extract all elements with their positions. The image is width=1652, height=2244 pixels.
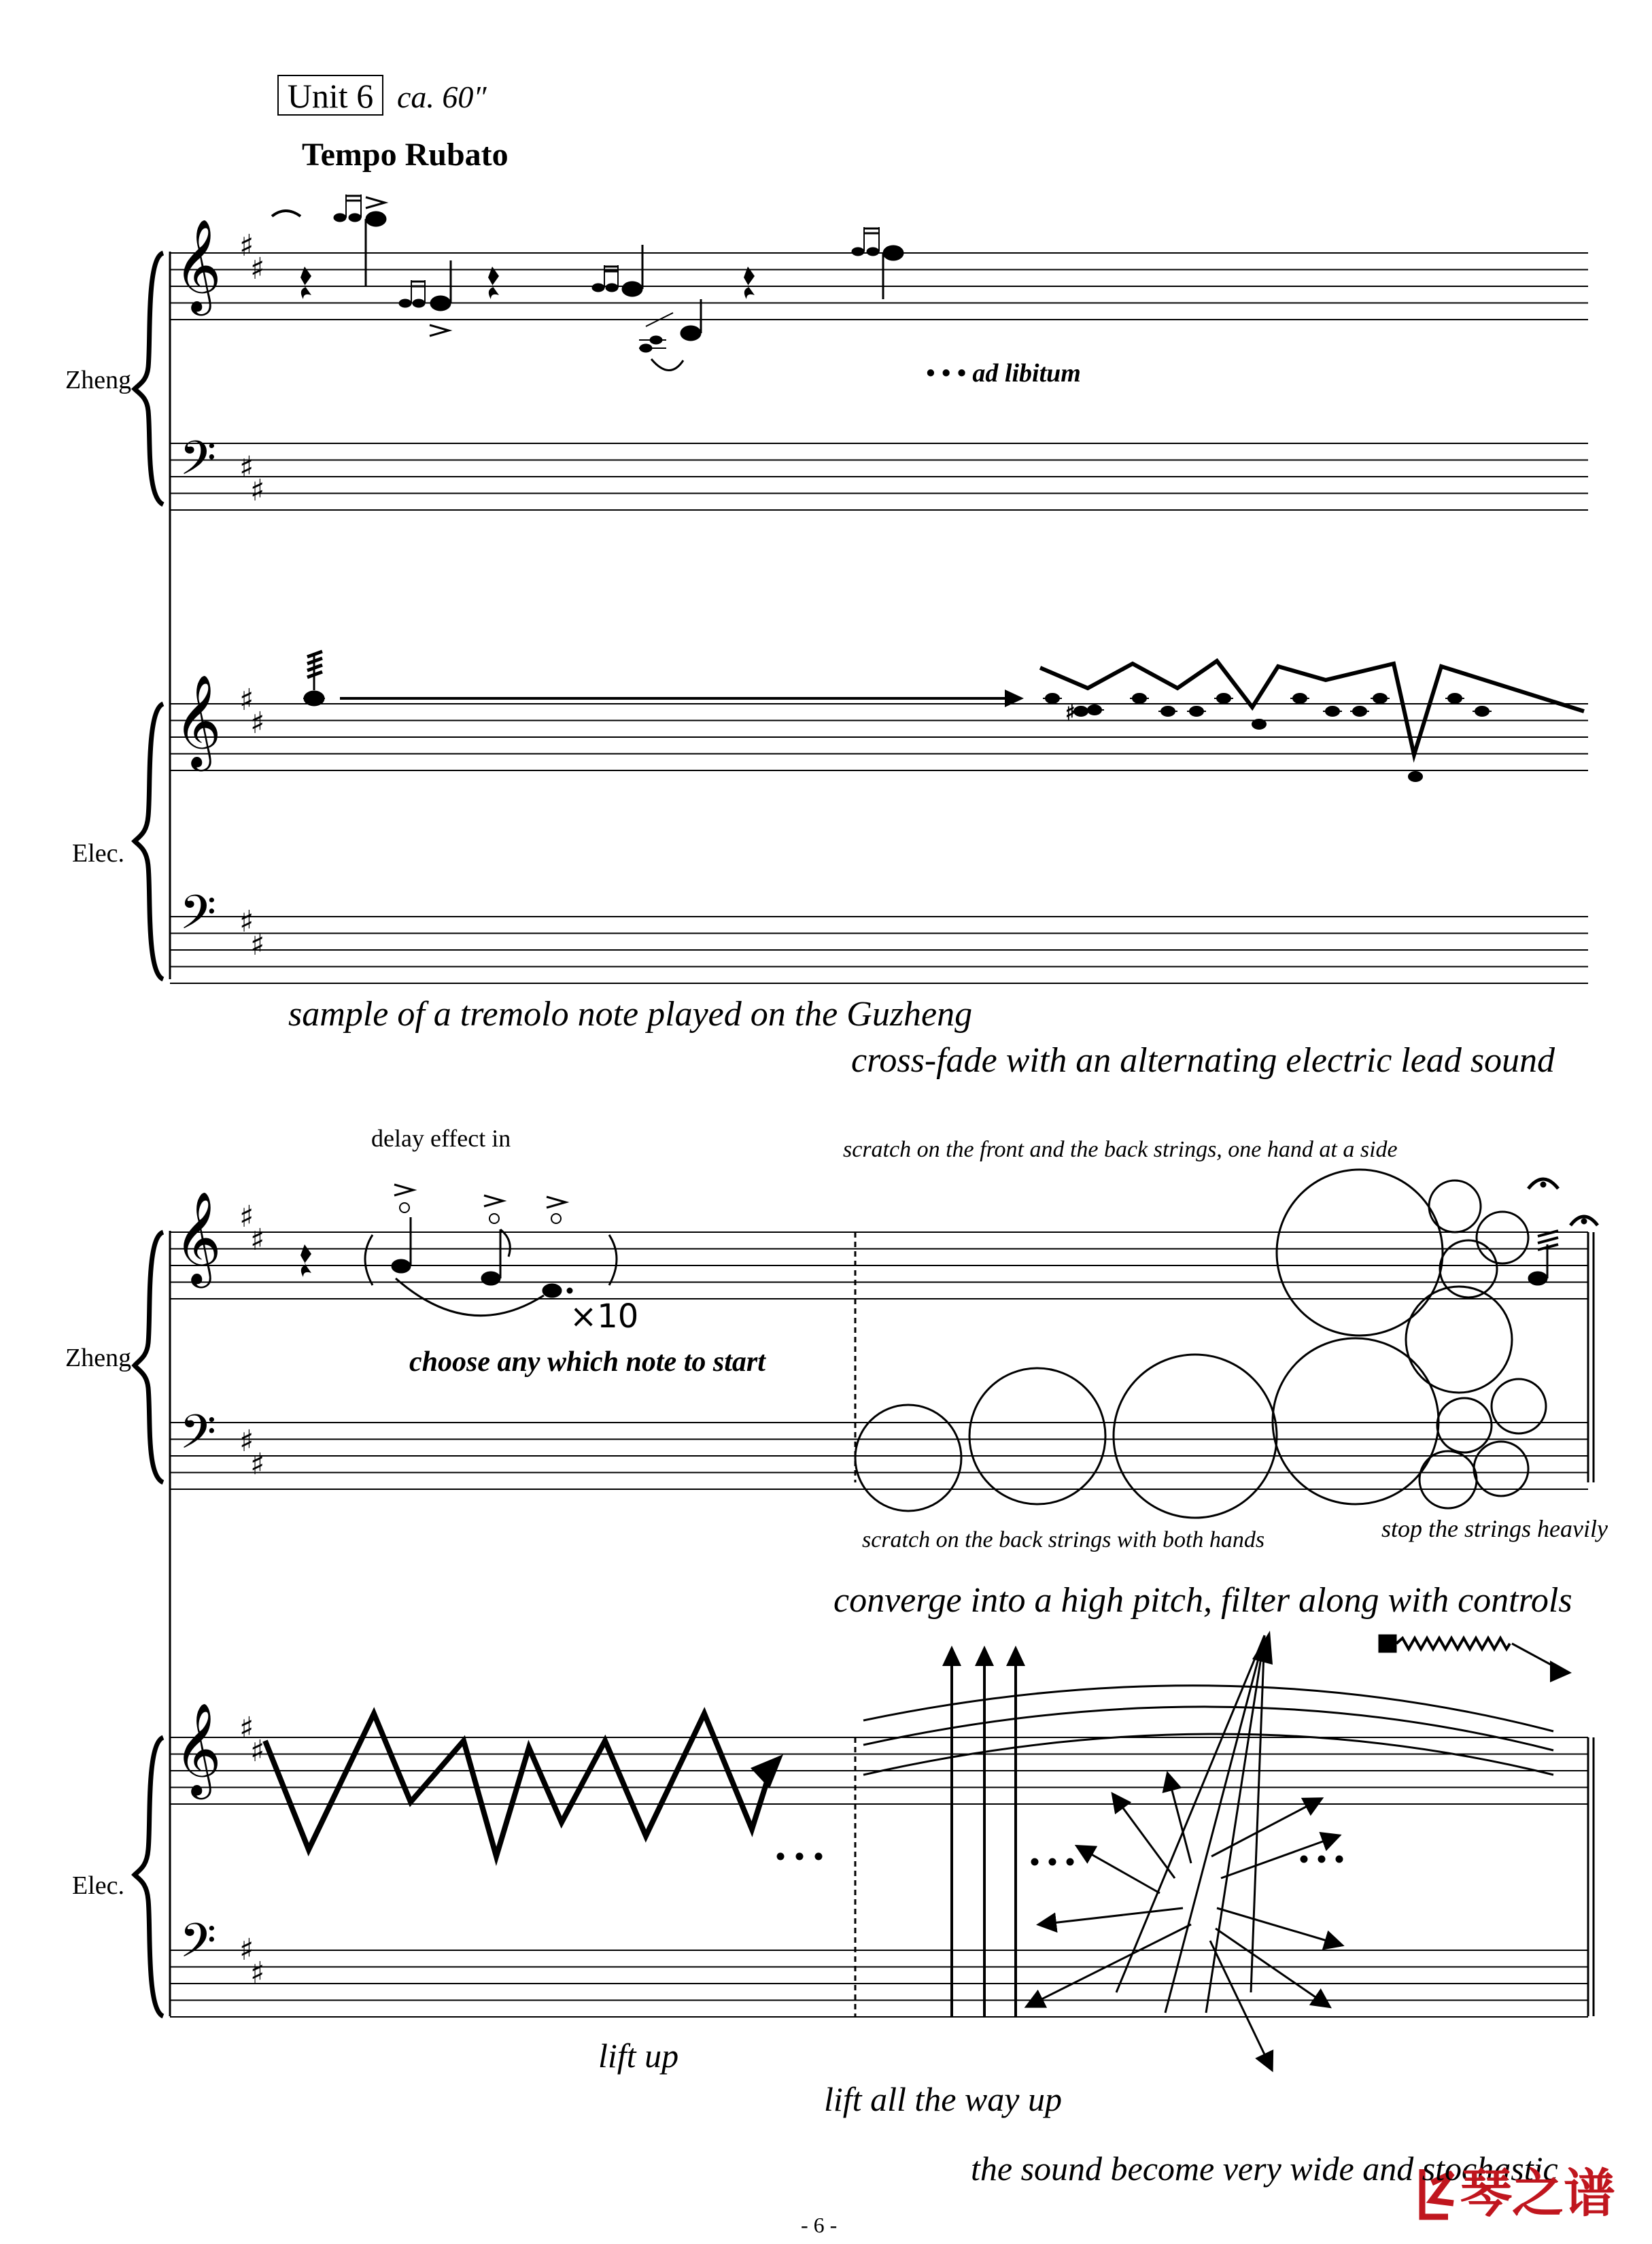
sharp-icon: ♯ [250,928,265,962]
instrument-label-elec: Elec. [72,839,125,868]
converge-label: converge into a high pitch, filter along with controls [833,1581,1572,1620]
elec-gestures-2 [265,1631,1572,2069]
scratch-front-back-label: scratch on the front and the back strings, one hand at a side [843,1137,1398,1162]
sharp-icon: ♯ [250,1956,265,1990]
svg-text:♯: ♯ [1065,701,1075,725]
bass-clef-icon: 𝄢 [179,1913,217,1979]
sharp-icon: ♯ [250,1734,265,1769]
scratch-back-label: scratch on the back strings with both hands [862,1527,1265,1552]
staff-elec-bass-2 [170,1950,1588,2017]
brace-elec-2 [135,1737,163,2016]
sharp-icon: ♯ [239,1424,254,1459]
brace-zheng-2 [135,1232,163,1482]
zheng-notes-2 [300,1179,1598,1316]
sharp-icon: ♯ [250,1223,265,1257]
delay-effect-label: delay effect in [371,1125,511,1152]
staff-zheng-treble-1 [170,253,1588,320]
tempo-marking: Tempo Rubato [302,137,509,173]
page-number: - 6 - [801,2213,838,2237]
repeat-count-label: ×10 [570,1297,639,1336]
ad-libitum-label: • • • ad libitum [926,359,1081,388]
watermark-text: 琴之谱 [1460,2163,1615,2224]
sharp-icon: ♯ [250,706,265,741]
bass-clef-icon: 𝄢 [179,1404,217,1471]
lift-up-label: lift up [598,2037,679,2075]
sound-wide-label: the sound become very wide and stochastic [971,2149,1558,2188]
staff-zheng-treble-2 [170,1232,1588,1299]
treble-clef-icon: 𝄞 [174,673,222,767]
elec-gestures-1 [303,651,1584,781]
choose-note-label: choose any which note to start [409,1346,765,1378]
brace-zheng-1 [135,253,163,505]
sharp-icon: ♯ [239,450,254,485]
zheng-notes-1 [272,194,904,371]
instrument-label-elec: Elec. [72,1871,125,1900]
staff-zheng-bass-1 [170,443,1588,510]
scratch-circles [855,1170,1546,1518]
bass-clef-icon: 𝄢 [179,885,217,951]
caption-cross-fade: cross-fade with an alternating electric lead sound [851,1041,1555,1080]
unit-label: Unit 6 [277,75,383,116]
staff-elec-treble-1 [170,704,1588,770]
duration-label: ca. 60″ [397,80,487,114]
treble-clef-icon: 𝄞 [174,218,222,311]
bass-clef-icon: 𝄢 [179,430,217,497]
sharp-icon: ♯ [239,228,254,263]
sharp-icon: ♯ [250,473,265,508]
sharp-icon: ♯ [250,252,265,286]
instrument-label-zheng: Zheng [65,366,132,394]
sharp-icon: ♯ [239,1711,254,1746]
instrument-label-zheng: Zheng [65,1344,132,1372]
treble-clef-icon: 𝄞 [174,1701,222,1795]
staff-zheng-bass-2 [170,1423,1588,1489]
caption-tremolo-sample: sample of a tremolo note played on the Guzheng [288,995,973,1034]
staff-elec-bass-1 [170,917,1588,983]
sharp-icon: ♯ [250,1447,265,1482]
system-1 [135,194,1588,983]
brace-elec-1 [135,704,163,979]
sharp-icon: ♯ [239,683,254,717]
sharp-icon: ♯ [239,904,254,939]
stop-strings-label: stop the strings heavily [1381,1515,1608,1542]
sharp-icon: ♯ [239,1933,254,1967]
sharp-icon: ♯ [239,1200,254,1234]
lift-all-the-way-up-label: lift all the way up [824,2080,1062,2118]
treble-clef-icon: 𝄞 [174,1190,222,1284]
